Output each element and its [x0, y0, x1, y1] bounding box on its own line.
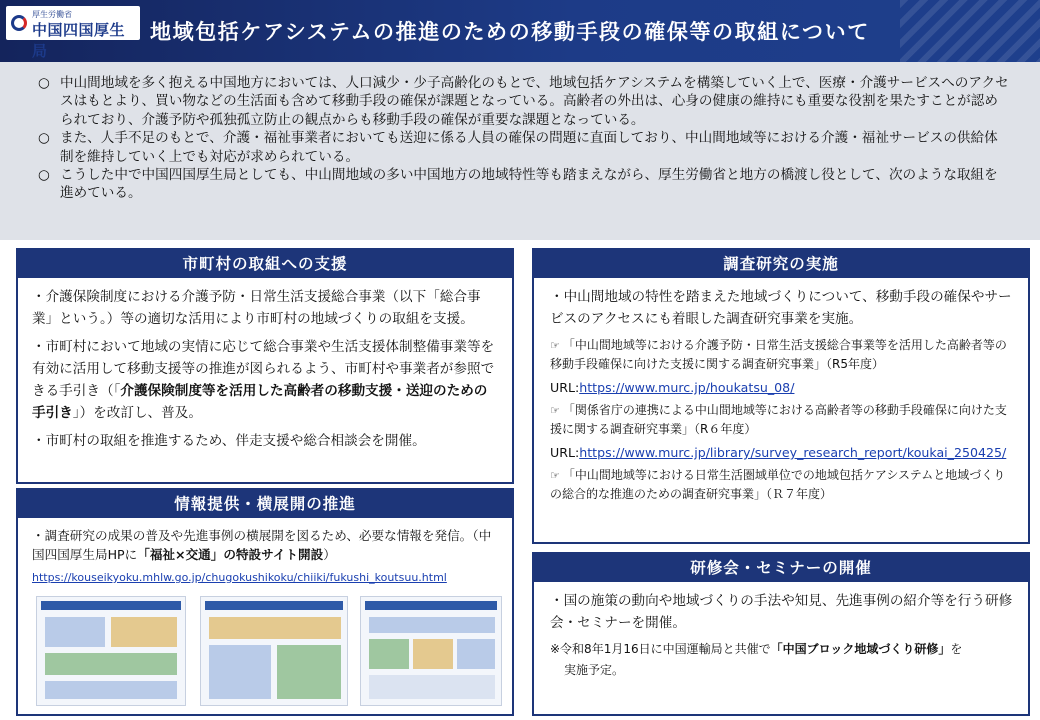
intro-paragraph-2: ○ また、人手不足のもとで、介護・福祉事業者においても送迎に係る人員の確保の問題に直面しており、中山間地域等における介護・福祉サービスの供給体制を維持していく上でも対応が求められている。 [38, 130, 998, 165]
research-r6-link[interactable]: https://www.murc.jp/library/survey_research_report/koukai_250425/ [579, 445, 1007, 460]
seminar-title: 研修会・セミナーの開催 [534, 554, 1028, 582]
municipal-support-panel [16, 248, 514, 484]
site-thumbnail-2[interactable] [200, 596, 348, 706]
header-banner [0, 0, 1040, 62]
research-body [550, 286, 1016, 508]
pointing-hand-icon: ☞ [550, 469, 560, 482]
info-provision-body [32, 526, 500, 585]
special-site-label: 「福祉×交通」の特設サイト開設 [137, 547, 324, 562]
seminar-paragraph: ・国の施策の動向や地域づくりの手法や知見、先進事例の紹介等を行う研修会・セミナーを開催。 [550, 593, 1013, 631]
seminar-body [550, 590, 1016, 684]
site-thumbnail-3[interactable] [360, 596, 502, 706]
seminar-panel [532, 552, 1030, 716]
pointing-hand-icon: ☞ [550, 404, 560, 417]
header-decoration [900, 0, 1040, 62]
ministry-logo[interactable] [6, 6, 140, 60]
seminar-name: 「中国ブロック地域づくり研修」 [770, 642, 951, 656]
research-item-2: ☞ 「関係省庁の連携による中山間地域等における高齢者等の移動手段確保に向けた支援に関する調査研究事業」（R６年度） [550, 403, 1007, 436]
pointing-hand-icon: ☞ [550, 339, 560, 352]
municipal-paragraph-3: ・市町村の取組を推進するため、伴走支援や総合相談会を開催。 [32, 433, 426, 449]
seminar-note: ※令和8年1月16日に中国運輸局と共催で「中国ブロック地域づくり研修」を [550, 642, 963, 656]
site-thumbnail-1[interactable] [36, 596, 186, 706]
research-item-3: ☞ 「中山間地域等における日常生活圏域単位での地域包括ケアシステムと地域づくりの総合的な推進のための調査研究事業」（Ｒ７年度） [550, 468, 1006, 501]
research-r5-link[interactable]: https://www.murc.jp/houkatsu_08/ [579, 380, 795, 395]
info-paragraph: ・調査研究の成果の普及や先進事例の横展開を図るため、必要な情報を発信。（中国四国厚生局HPに「福祉×交通」の特設サイト開設） [32, 528, 492, 562]
guide-title: 介護保険制度等を活用した高齢者の移動支援・送迎のための手引き [32, 383, 488, 421]
special-site-link[interactable]: https://kouseikyoku.mhlw.go.jp/chugokushikoku/chiiki/fukushi_koutsuu.html [32, 571, 447, 584]
circle-bullet-icon: ○ [38, 75, 50, 91]
research-item-1-url: URL:https://www.murc.jp/houkatsu_08/ [550, 380, 795, 395]
municipal-paragraph-1: ・介護保険制度における介護予防・日常生活支援総合事業（以下「総合事業」という。）等の適切な活用により市町村の地域づくりの取組を支援。 [32, 289, 481, 327]
circle-bullet-icon: ○ [38, 130, 50, 147]
page-title: 地域包括ケアシステムの推進のための移動手段の確保等の取組について [150, 20, 870, 44]
ministry-emblem-icon [11, 15, 27, 31]
logo-bureau-name: 中国四国厚生局 [32, 21, 126, 60]
intro-paragraph-1: ○ 中山間地域を多く抱える中国地方においては、人口減少・少子高齢化のもとで、地域包括ケアシステムを構築していく上で、医療・介護サービスへのアクセスはもとより、買い物などの生活面も含めて移動手段の確保が課題となっている。高齢者の外出は、心身の健康の維持にも重要な役割を果たすことが認められており、介護予防や孤独孤立防止の観点からも移動手段の確保が重要な課題となっている。 [38, 75, 1009, 128]
seminar-note-cont: 実施予定。 [564, 663, 625, 677]
intro-section [0, 62, 1040, 240]
municipal-support-body [32, 286, 500, 458]
research-paragraph: ・中山間地域の特性を踏まえた地域づくりについて、移動手段の確保やサービスのアクセスにも着眼した調査研究事業を実施。 [550, 289, 1012, 327]
research-item-1: ☞ 「中山間地域等における介護予防・日常生活支援総合事業等を活用した高齢者等の移動手段確保に向けた支援に関する調査研究事業」（R5年度） [550, 338, 1007, 371]
research-panel [532, 248, 1030, 544]
intro-paragraph-3: ○ こうした中で中国四国厚生局としても、中山間地域の多い中国地方の地域特性等も踏まえながら、厚生労働省と地方の橋渡し役として、次のような取組を進めている。 [38, 167, 998, 202]
municipal-paragraph-2: ・市町村において地域の実情に応じて総合事業や生活支援体制整備事業等を有効に活用して移動支援等の推進が図られるよう、市町村や事業者が参照できる手引き（「介護保険制度等を活用した高齢者の移動支援・送迎のための手引き」）を改訂し、普及。 [32, 339, 495, 421]
info-provision-title: 情報提供・横展開の推進 [18, 490, 512, 518]
circle-bullet-icon: ○ [38, 167, 50, 184]
municipal-support-title: 市町村の取組への支援 [18, 250, 512, 278]
logo-ministry-name: 厚生労働省 [32, 10, 72, 19]
research-item-2-url: URL:https://www.murc.jp/library/survey_research_report/koukai_250425/ [550, 445, 1007, 460]
research-title: 調査研究の実施 [534, 250, 1028, 278]
